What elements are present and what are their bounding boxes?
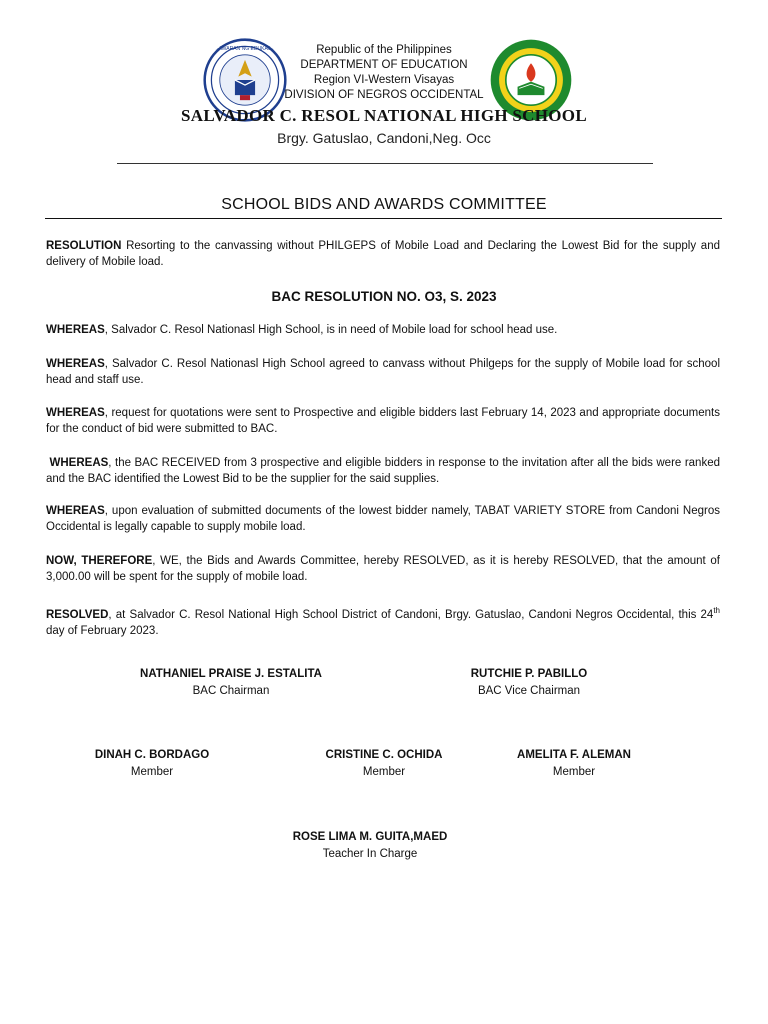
date-suffix: th [713,606,720,615]
paragraph-lead: WHEREAS [46,358,105,370]
signatory-name: ROSE LIMA M. GUITA,MAED [292,831,448,843]
signatory-role: BAC Vice Chairman [477,685,581,697]
resolved-text: , at Salvador C. Resol National High School District of Candoni, Brgy. Gatuslao, Candoni Negros Occidental, this 24 [108,608,714,621]
signatory-name: NATHANIEL PRAISE J. ESTALITA [140,668,322,680]
resolved-paragraph [46,603,720,639]
paragraph-lead: WHEREAS [46,457,109,469]
whereas-paragraph [46,322,720,338]
resolution-text: Resorting to the canvassing without PHILGEPS of Mobile Load and Declaring the Lowest Bid for the supply and delivery of Mobile load. [46,240,720,268]
paragraph-lead: WHEREAS [46,324,105,336]
whereas-paragraph [46,356,720,388]
now-therefore-paragraph [46,553,720,585]
signatory-role: Teacher In Charge [322,848,418,860]
signatory-name: DINAH C. BORDAGO [94,749,210,761]
signatory-member [37,747,267,781]
signatory-name: AMELITA F. ALEMAN [517,749,631,761]
signatory-chairman [116,666,346,700]
paragraph-text: , upon evaluation of submitted documents of the lowest bidder namely, TABAT VARIETY STORE from Candoni Negros Occidental is legally capable to supply mobile load. [46,505,720,533]
header-region: Region VI-Western Visayas [313,74,455,86]
paragraph-lead: NOW, THEREFORE [46,555,153,567]
whereas-paragraph [46,503,720,535]
whereas-paragraph [46,455,720,487]
signatory-role: Member [130,766,174,778]
signatory-role: Member [552,766,596,778]
paragraph-text: , Salvador C. Resol Nationasl High School agreed to canvass without Philgeps for the supply of Mobile load for school head and staff use. [46,358,720,386]
signatory-teacher-in-charge [255,829,485,863]
committee-title: SCHOOL BIDS AND AWARDS COMMITTEE [221,196,547,213]
header-separator [117,163,653,164]
paragraph-lead: WHEREAS [46,505,105,517]
paragraph-text: , request for quotations were sent to Prospective and eligible bidders last February 14, 2023 and appropriate documents for the conduct of bid were submitted to BAC. [46,407,720,435]
resolution-lead: RESOLUTION [46,240,122,252]
header-department: DEPARTMENT OF EDUCATION [300,59,468,71]
signatory-role: BAC Chairman [192,685,270,697]
resolved-tail: day of February 2023. [46,624,159,637]
paragraph-text: , the BAC RECEIVED from 3 prospective and eligible bidders in response to the invitation after all the bids were ranked and the BAC identified the Lowest Bid to be the supplier for the said supplies. [46,457,720,485]
signatory-name: RUTCHIE P. PABILLO [470,668,588,680]
signatory-vice-chairman [414,666,644,700]
svg-text:KAGAWARAN NG EDUKASYON: KAGAWARAN NG EDUKASYON [207,45,283,52]
paragraph-text: , Salvador C. Resol Nationasl High School, is in need of Mobile load for school head use. [104,324,558,336]
resolution-intro [46,238,720,270]
school-name: SALVADOR C. RESOL NATIONAL HIGH SCHOOL [181,106,587,125]
resolution-number: BAC RESOLUTION NO. O3, S. 2023 [271,289,497,304]
paragraph-lead: WHEREAS [46,407,105,419]
signatory-member [459,747,689,781]
signatory-role: Member [362,766,406,778]
header-division: DIVISION OF NEGROS OCCIDENTAL [284,89,484,101]
school-address: Brgy. Gatuslao, Candoni,Neg. Occ [277,130,491,146]
whereas-paragraph [46,405,720,437]
header-republic: Republic of the Philippines [316,44,452,56]
paragraph-text: , WE, the Bids and Awards Committee, hereby RESOLVED, as it is hereby RESOLVED, that the amount of 3,000.00 will be spent for the supply of mobile load. [46,555,720,583]
title-rule [45,218,722,219]
resolved-lead: RESOLVED [46,608,109,621]
signatory-name: CRISTINE C. OCHIDA [325,749,443,761]
